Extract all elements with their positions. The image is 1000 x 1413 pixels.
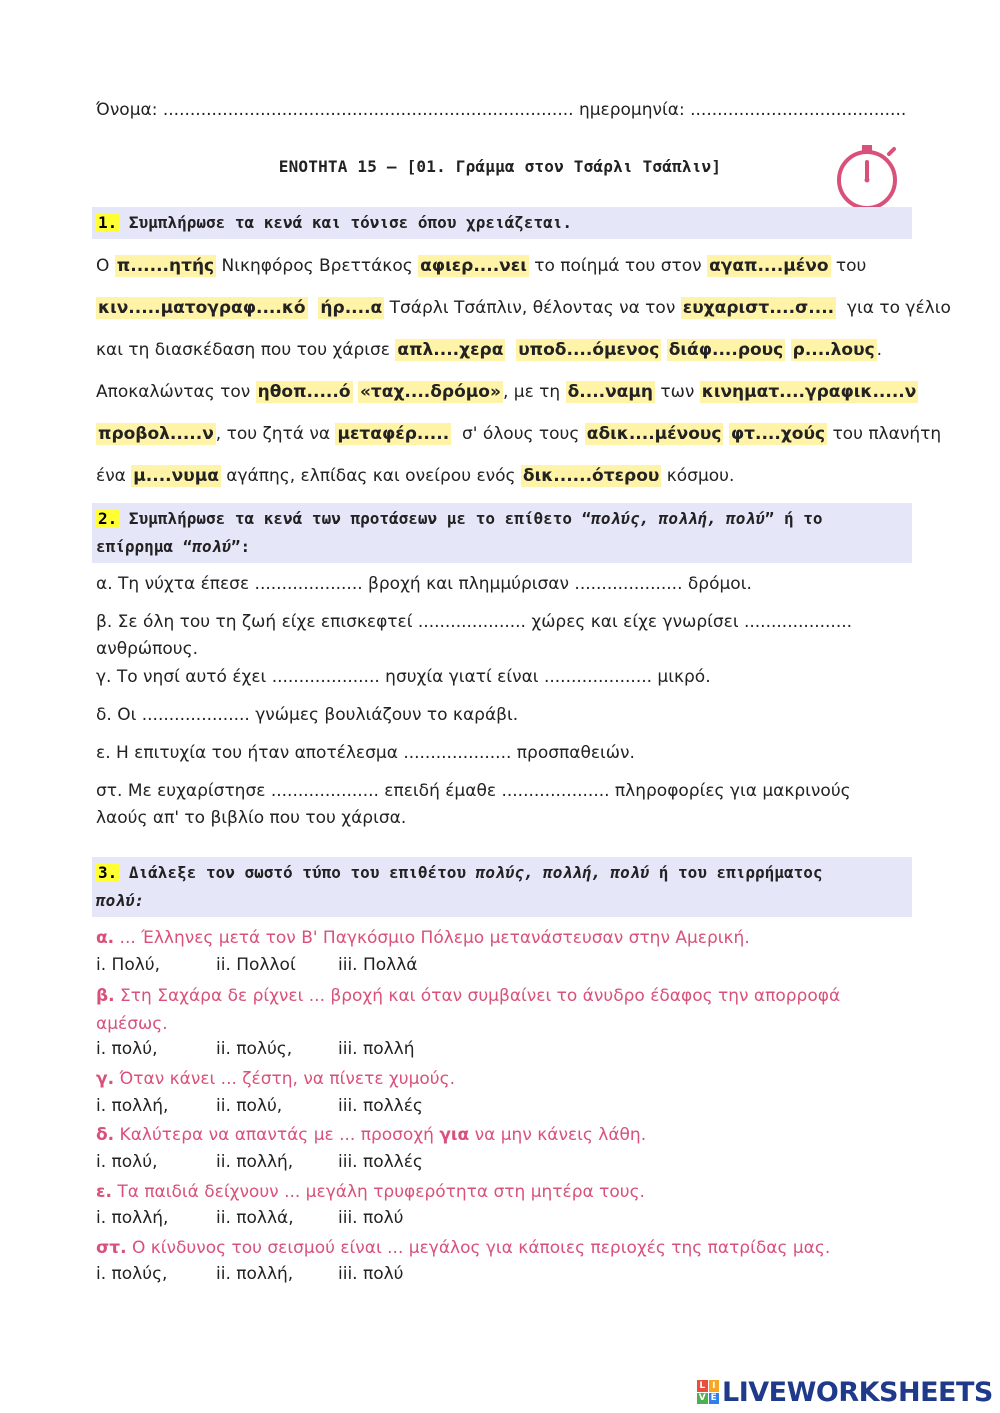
exercise2-item-st: στ. Με ευχαρίστησε .................... επειδή έμαθε .................... πληροφορίες για μακρινούς λαούς απ' το βιβλίο που του χάρισα. <box>96 781 851 828</box>
text-segment: Νικηφόρος Βρεττάκος <box>216 256 419 276</box>
text-segment: ένα <box>96 466 132 486</box>
logo-text: LIVEWORKSHEETS <box>722 1376 993 1408</box>
stopwatch-icon <box>834 140 904 212</box>
exercise3-question-e: ε. Τα παιδιά δείχνουν ... μεγάλη τρυφερότητα στη μητέρα τους. <box>96 1182 645 1202</box>
text-segment: των <box>654 382 700 402</box>
option[interactable]: i. πολύ, <box>96 1152 158 1172</box>
fill-in-word[interactable]: ρ....λους <box>792 340 875 360</box>
exercise3-question-a: α. ... Έλληνες μετά τον Β' Παγκόσμιο Πόλεμο μετανάστευσαν στην Αμερική. <box>96 928 750 948</box>
exercise1-line <box>96 464 734 488</box>
fill-in-word[interactable]: φτ....χούς <box>730 424 826 444</box>
option[interactable]: iii. πολλές <box>338 1096 423 1116</box>
exercise1-line <box>96 380 918 404</box>
option[interactable]: iii. πολλή <box>338 1039 415 1059</box>
text-segment: αγάπης, ελπίδας και ονείρου ενός <box>220 466 521 486</box>
text-segment <box>785 340 790 360</box>
text-segment: , του ζητά να <box>215 424 336 444</box>
option[interactable]: ii. πολλά, <box>216 1208 294 1228</box>
exercise3-question-b: β. Στη Σαχάρα δε ρίχνει ... βροχή και όταν συμβαίνει το άνυδρο έδαφος την απορροφά αμέσως. <box>96 986 841 1034</box>
fill-in-word[interactable]: απλ....χερα <box>397 340 504 360</box>
option[interactable]: i. πολύς, <box>96 1264 168 1284</box>
exercise2-item-d: δ. Οι .................... γνώμες βουλιάζουν το καράβι. <box>96 705 519 725</box>
text-segment: το ποίημά του στον <box>528 256 708 276</box>
exercise1-line <box>96 254 866 278</box>
exercise3-options-a <box>96 955 418 975</box>
exercise3-instruction: 3. Διάλεξε τον σωστό τύπο του επιθέτου πολύς, πολλή, πολύ ή του επιρρήματος πολύ: <box>92 857 912 917</box>
exercise1-line <box>96 296 951 320</box>
text-segment: και τη διασκέδαση που του χάρισε <box>96 340 396 360</box>
option[interactable]: iii. Πολλά <box>338 955 418 975</box>
name-date-line: Όνομα: ............................................................................ ημερομηνία: ........................................ <box>96 100 907 120</box>
exercise1-number: 1. <box>98 213 118 232</box>
fill-in-word[interactable]: διάφ....ρους <box>668 340 784 360</box>
fill-in-word[interactable]: προβολ.....ν <box>98 424 214 444</box>
exercise3-number: 3. <box>98 863 118 882</box>
fill-in-word[interactable]: δ....ναμη <box>567 382 653 402</box>
exercise2-item-e: ε. Η επιτυχία του ήταν αποτέλεσμα .................... προσπαθειών. <box>96 743 635 763</box>
text-segment: Αποκαλώντας τον <box>96 382 256 402</box>
liveworksheets-logo-icon: L I V E <box>697 1380 719 1404</box>
exercise3-options-st <box>96 1264 404 1284</box>
exercise1-line <box>96 422 941 446</box>
fill-in-word[interactable]: π......ητής <box>116 256 215 276</box>
fill-in-word[interactable]: υποδ....όμενος <box>518 340 660 360</box>
fill-in-word[interactable]: ηθοπ.....ό <box>257 382 351 402</box>
fill-in-word[interactable]: «ταχ....δρόμο» <box>359 382 501 402</box>
page-title: ΕΝΟΤΗΤΑ 15 – [01. Γράμμα στον Τσάρλι Τσάπλιν] <box>278 157 722 176</box>
exercise2-item-c: γ. Το νησί αυτό έχει .................... ησυχία γιατί είναι .................... μικρό. <box>96 667 711 687</box>
text-segment: του πλανήτη <box>827 424 942 444</box>
exercise3-question-c: γ. Όταν κάνει ... ζέστη, να πίνετε χυμούς. <box>96 1069 456 1089</box>
exercise2-item-b: β. Σε όλη του τη ζωή είχε επισκεφτεί .................... χώρες και είχε γνωρίσει .................... ανθρώπους. <box>96 612 853 659</box>
fill-in-word[interactable]: μεταφέρ..... <box>337 424 450 444</box>
exercise3-question-st: στ. Ο κίνδυνος του σεισμού είναι ... μεγάλος για κάποιες περιοχές της πατρίδας μας. <box>96 1238 831 1258</box>
exercise3-options-e <box>96 1208 404 1228</box>
option[interactable]: iii. πολύ <box>338 1264 404 1284</box>
exercise1-line <box>96 338 882 362</box>
fill-in-word[interactable]: δικ......ότερου <box>522 466 660 486</box>
text-segment: Τσάρλι Τσάπλιν, θέλοντας να τον <box>384 298 681 318</box>
option[interactable]: ii. Πολλοί <box>216 955 296 975</box>
option[interactable]: i. πολλή, <box>96 1208 169 1228</box>
text-segment: . <box>876 340 883 360</box>
fill-in-word[interactable]: αφιερ....νει <box>420 256 527 276</box>
fill-in-word[interactable]: κινηματ....γραφικ.....ν <box>701 382 917 402</box>
exercise2-item-a: α. Τη νύχτα έπεσε .................... βροχή και πλημμύρισαν .................... δρόμοι. <box>96 574 752 594</box>
text-segment: για το γέλιο <box>836 298 951 318</box>
text-segment: κόσμου. <box>661 466 735 486</box>
exercise3-question-d: δ. Καλύτερα να απαντάς με ... προσοχή για να μην κάνεις λάθη. <box>96 1125 647 1145</box>
text-segment <box>661 340 666 360</box>
fill-in-word[interactable]: αδικ....μένους <box>586 424 722 444</box>
text-segment: σ' όλους τους <box>451 424 585 444</box>
text-segment: , με τη <box>502 382 566 402</box>
text-segment <box>308 298 319 318</box>
text-segment <box>505 340 516 360</box>
option[interactable]: ii. πολλή, <box>216 1264 294 1284</box>
fill-in-word[interactable]: ήρ....α <box>320 298 383 318</box>
option[interactable]: i. Πολύ, <box>96 955 161 975</box>
option[interactable]: ii. πολύ, <box>216 1096 283 1116</box>
fill-in-word[interactable]: αγαπ....μένο <box>709 256 829 276</box>
option[interactable]: iii. πολλές <box>338 1152 423 1172</box>
option[interactable]: i. πολλή, <box>96 1096 169 1116</box>
option[interactable]: ii. πολλή, <box>216 1152 294 1172</box>
exercise2-instruction: 2. Συμπλήρωσε τα κενά των προτάσεων με το επίθετο “πολύς, πολλή, πολύ” ή το επίρρημα “πολύ”: <box>92 503 912 563</box>
text-segment: του <box>830 256 867 276</box>
text-segment: Ο <box>96 256 115 276</box>
fill-in-word[interactable]: κιν.....ματογραφ....κό <box>98 298 306 318</box>
option[interactable]: iii. πολύ <box>338 1208 404 1228</box>
liveworksheets-logo <box>697 1377 993 1407</box>
exercise3-options-b <box>96 1039 415 1059</box>
fill-in-word[interactable]: ευχαριστ....σ.... <box>682 298 835 318</box>
exercise2-number: 2. <box>98 509 118 528</box>
fill-in-word[interactable]: μ....νυμα <box>133 466 219 486</box>
option[interactable]: ii. πολύς, <box>216 1039 293 1059</box>
exercise3-options-d <box>96 1152 423 1172</box>
exercise1-instruction: 1. Συμπλήρωσε τα κενά και τόνισε όπου χρειάζεται. <box>92 207 912 239</box>
exercise3-options-c <box>96 1096 423 1116</box>
option[interactable]: i. πολύ, <box>96 1039 158 1059</box>
